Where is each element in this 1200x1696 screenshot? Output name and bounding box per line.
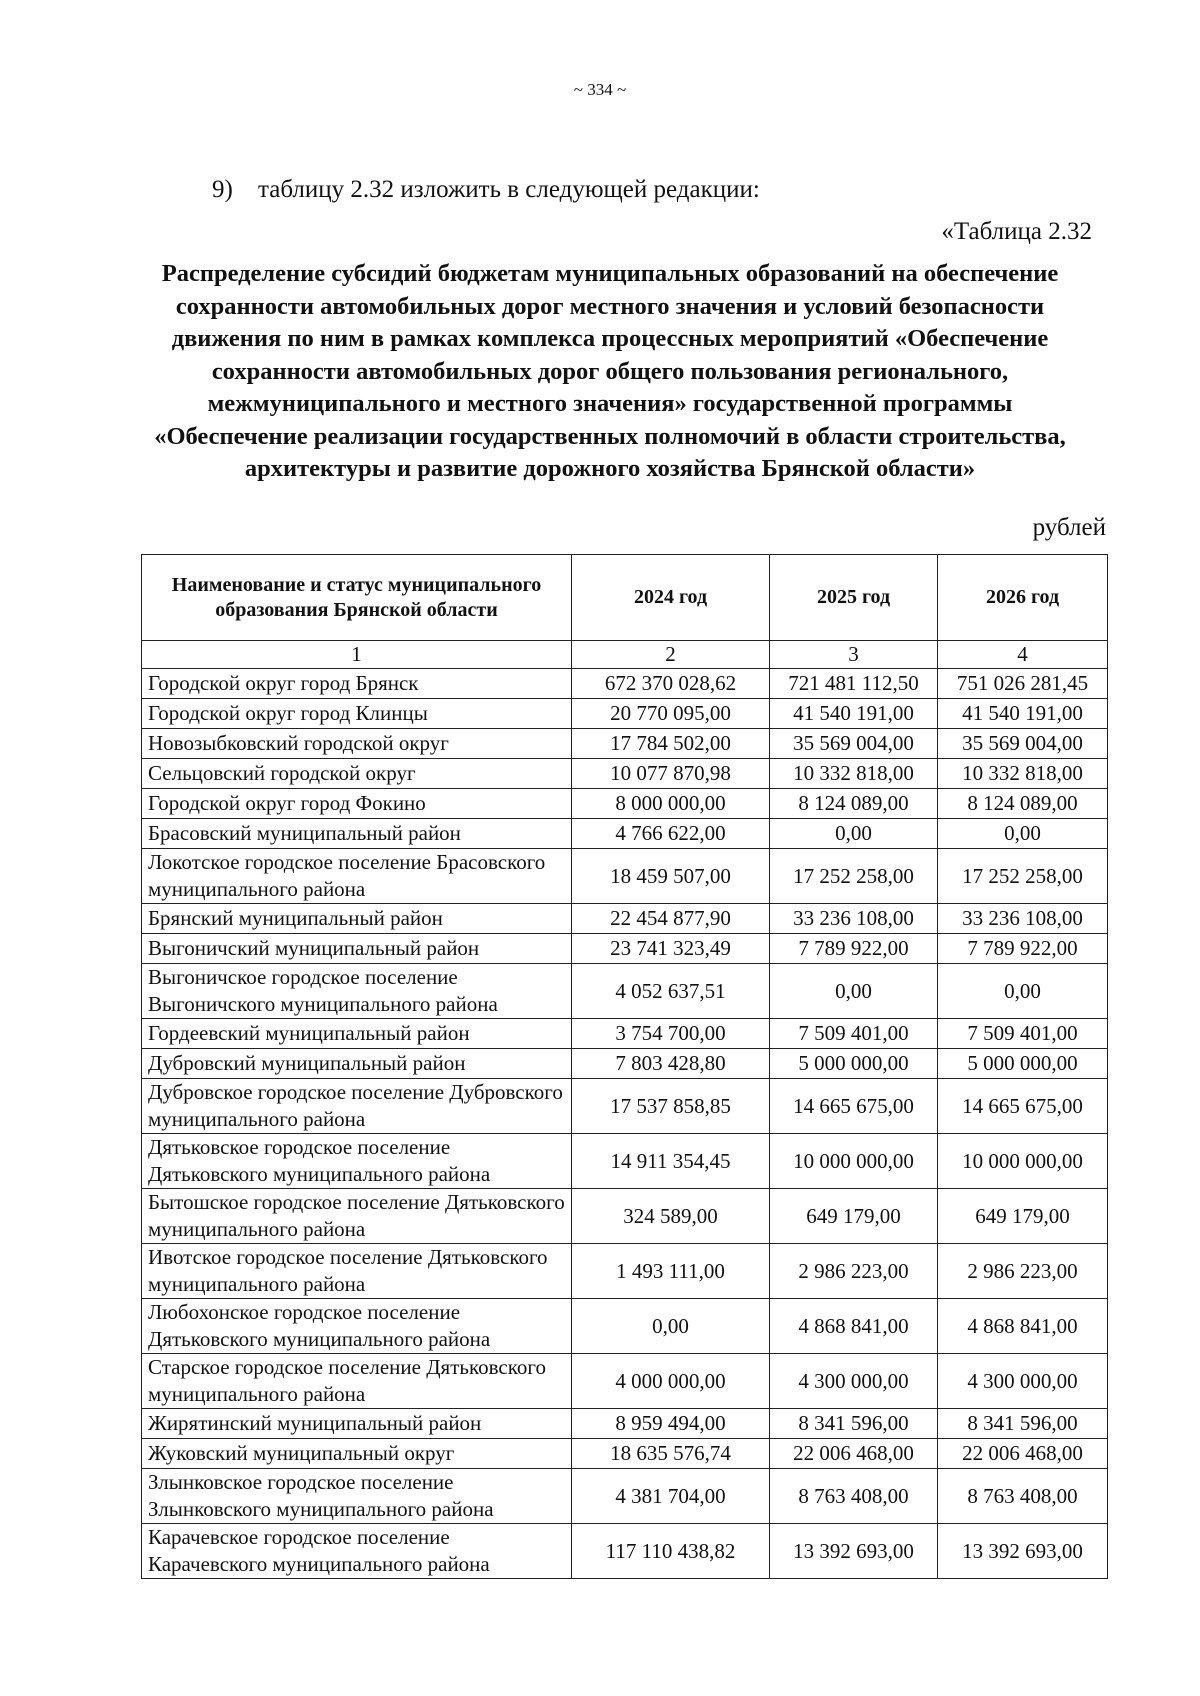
table-row — [142, 759, 1108, 789]
value-2025: 8 341 596,00 — [770, 1409, 938, 1439]
value-2024: 20 770 095,00 — [572, 699, 770, 729]
table-body — [142, 669, 1108, 1579]
row-name: Городской округ город Фокино — [142, 789, 572, 819]
row-name: Жуковский муниципальный округ — [142, 1439, 572, 1469]
value-2026: 649 179,00 — [938, 1189, 1108, 1244]
value-2025: 41 540 191,00 — [770, 699, 938, 729]
row-name: Городской округ город Клинцы — [142, 699, 572, 729]
table-row — [142, 1299, 1108, 1354]
row-name: Локотское городское поселение Брасовского муниципального района — [142, 849, 572, 904]
value-2026: 2 986 223,00 — [938, 1244, 1108, 1299]
table-row — [142, 699, 1108, 729]
value-2026: 0,00 — [938, 819, 1108, 849]
table-reference: «Таблица 2.32 — [941, 218, 1092, 245]
value-2024: 324 589,00 — [572, 1189, 770, 1244]
value-2025: 4 300 000,00 — [770, 1354, 938, 1409]
value-2024: 4 000 000,00 — [572, 1354, 770, 1409]
table-row — [142, 1524, 1108, 1579]
value-2026: 5 000 000,00 — [938, 1049, 1108, 1079]
document-title: Распределение субсидий бюджетам муниципальных образований на обеспечение сохранности автомобильных дорог местного значения и условий безопасности движения по ним в рамках комплекса процессных мероприятий «Обеспечение сохранности автомобильных дорог общего пользования регионального, межмуниципального и местного значения» государственной программы «Обеспечение реализации государственных полномочий в области строительства, архитектуры и развитие дорожного хозяйства Брянской области» — [154, 260, 1066, 482]
value-2026: 10 000 000,00 — [938, 1134, 1108, 1189]
value-2026: 0,00 — [938, 964, 1108, 1019]
value-2024: 23 741 323,49 — [572, 934, 770, 964]
value-2024: 4 381 704,00 — [572, 1469, 770, 1524]
table-row — [142, 1409, 1108, 1439]
row-name: Городской округ город Брянск — [142, 669, 572, 699]
value-2024: 4 766 622,00 — [572, 819, 770, 849]
instruction-text: таблицу 2.32 изложить в следующей редакции: — [258, 176, 760, 203]
value-2026: 22 006 468,00 — [938, 1439, 1108, 1469]
table-row — [142, 1189, 1108, 1244]
table-row — [142, 934, 1108, 964]
value-2025: 8 124 089,00 — [770, 789, 938, 819]
instruction-number: 9) — [212, 176, 233, 203]
value-2026: 33 236 108,00 — [938, 904, 1108, 934]
row-name: Старское городское поселение Дятьковского муниципального района — [142, 1354, 572, 1409]
table-row — [142, 1079, 1108, 1134]
header-2024: 2024 год — [572, 555, 770, 641]
table-header-row — [142, 555, 1108, 641]
column-number-row — [142, 641, 1108, 669]
value-2024: 8 000 000,00 — [572, 789, 770, 819]
value-2026: 7 789 922,00 — [938, 934, 1108, 964]
value-2025: 10 000 000,00 — [770, 1134, 938, 1189]
value-2024: 8 959 494,00 — [572, 1409, 770, 1439]
row-name: Новозыбковский городской округ — [142, 729, 572, 759]
column-number: 2 — [572, 641, 770, 669]
row-name: Брасовский муниципальный район — [142, 819, 572, 849]
subsidy-table — [141, 554, 1108, 1579]
value-2025: 7 509 401,00 — [770, 1019, 938, 1049]
value-2025: 8 763 408,00 — [770, 1469, 938, 1524]
header-2026: 2026 год — [938, 555, 1108, 641]
value-2024: 672 370 028,62 — [572, 669, 770, 699]
row-name: Дубровское городское поселение Дубровского муниципального района — [142, 1079, 572, 1134]
row-name: Карачевское городское поселение Карачевского муниципального района — [142, 1524, 572, 1579]
value-2025: 0,00 — [770, 819, 938, 849]
row-name: Злынковское городское поселение Злынковского муниципального района — [142, 1469, 572, 1524]
value-2024: 22 454 877,90 — [572, 904, 770, 934]
value-2025: 22 006 468,00 — [770, 1439, 938, 1469]
value-2025: 7 789 922,00 — [770, 934, 938, 964]
value-2024: 4 052 637,51 — [572, 964, 770, 1019]
table-row — [142, 1439, 1108, 1469]
value-2025: 35 569 004,00 — [770, 729, 938, 759]
value-2024: 18 459 507,00 — [572, 849, 770, 904]
value-2025: 5 000 000,00 — [770, 1049, 938, 1079]
value-2026: 8 124 089,00 — [938, 789, 1108, 819]
value-2026: 41 540 191,00 — [938, 699, 1108, 729]
value-2024: 1 493 111,00 — [572, 1244, 770, 1299]
value-2025: 4 868 841,00 — [770, 1299, 938, 1354]
value-2025: 0,00 — [770, 964, 938, 1019]
row-name: Любохонское городское поселение Дятьковского муниципального района — [142, 1299, 572, 1354]
table-row — [142, 1469, 1108, 1524]
table-row — [142, 669, 1108, 699]
row-name: Брянский муниципальный район — [142, 904, 572, 934]
header-name: Наименование и статус муниципального образования Брянской области — [142, 555, 572, 641]
value-2026: 8 341 596,00 — [938, 1409, 1108, 1439]
row-name: Бытошское городское поселение Дятьковского муниципального района — [142, 1189, 572, 1244]
table-row — [142, 729, 1108, 759]
row-name: Ивотское городское поселение Дятьковского муниципального района — [142, 1244, 572, 1299]
value-2026: 17 252 258,00 — [938, 849, 1108, 904]
value-2026: 10 332 818,00 — [938, 759, 1108, 789]
row-name: Дубровский муниципальный район — [142, 1049, 572, 1079]
table-row — [142, 819, 1108, 849]
value-2024: 14 911 354,45 — [572, 1134, 770, 1189]
column-number: 4 — [938, 641, 1108, 669]
value-2024: 18 635 576,74 — [572, 1439, 770, 1469]
value-2024: 17 537 858,85 — [572, 1079, 770, 1134]
page-number: ~ 334 ~ — [573, 80, 627, 99]
value-2025: 13 392 693,00 — [770, 1524, 938, 1579]
table-row — [142, 789, 1108, 819]
table-row — [142, 1049, 1108, 1079]
value-2024: 10 077 870,98 — [572, 759, 770, 789]
value-2024: 3 754 700,00 — [572, 1019, 770, 1049]
row-name: Сельцовский городской округ — [142, 759, 572, 789]
table-row — [142, 904, 1108, 934]
value-2025: 649 179,00 — [770, 1189, 938, 1244]
value-2026: 14 665 675,00 — [938, 1079, 1108, 1134]
value-2025: 17 252 258,00 — [770, 849, 938, 904]
value-2024: 0,00 — [572, 1299, 770, 1354]
value-2026: 13 392 693,00 — [938, 1524, 1108, 1579]
value-2024: 17 784 502,00 — [572, 729, 770, 759]
value-2025: 721 481 112,50 — [770, 669, 938, 699]
row-name: Дятьковское городское поселение Дятьковского муниципального района — [142, 1134, 572, 1189]
value-2024: 7 803 428,80 — [572, 1049, 770, 1079]
row-name: Выгоничский муниципальный район — [142, 934, 572, 964]
table-row — [142, 1244, 1108, 1299]
column-number: 1 — [142, 641, 572, 669]
value-2026: 751 026 281,45 — [938, 669, 1108, 699]
table-row — [142, 1019, 1108, 1049]
header-2025: 2025 год — [770, 555, 938, 641]
value-2026: 35 569 004,00 — [938, 729, 1108, 759]
value-2025: 14 665 675,00 — [770, 1079, 938, 1134]
value-2026: 7 509 401,00 — [938, 1019, 1108, 1049]
table-row — [142, 1134, 1108, 1189]
value-2025: 33 236 108,00 — [770, 904, 938, 934]
row-name: Гордеевский муниципальный район — [142, 1019, 572, 1049]
column-number: 3 — [770, 641, 938, 669]
row-name: Выгоничское городское поселение Выгоничского муниципального района — [142, 964, 572, 1019]
table-row — [142, 1354, 1108, 1409]
value-2024: 117 110 438,82 — [572, 1524, 770, 1579]
units-label: рублей — [1032, 514, 1106, 541]
row-name: Жирятинский муниципальный район — [142, 1409, 572, 1439]
value-2026: 4 868 841,00 — [938, 1299, 1108, 1354]
value-2025: 10 332 818,00 — [770, 759, 938, 789]
amendment-instruction — [212, 176, 760, 204]
value-2026: 4 300 000,00 — [938, 1354, 1108, 1409]
table-row — [142, 849, 1108, 904]
value-2025: 2 986 223,00 — [770, 1244, 938, 1299]
value-2026: 8 763 408,00 — [938, 1469, 1108, 1524]
table-row — [142, 964, 1108, 1019]
